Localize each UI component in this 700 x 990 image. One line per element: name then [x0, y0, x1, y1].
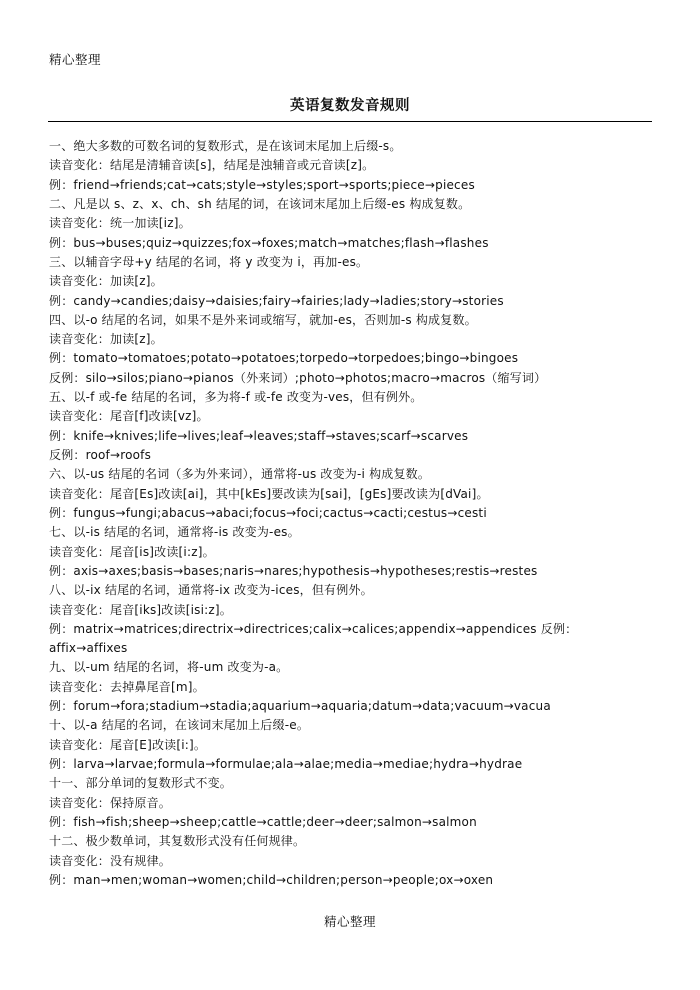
- text-line: 读音变化：加读[z]。: [49, 274, 163, 289]
- text-line: 五、以-f 或-fe 结尾的名词，多为将-f 或-fe 改变为-ves，但有例外。: [49, 390, 423, 405]
- text-line: 读音变化：结尾是清辅音读[s]，结尾是浊辅音或元音读[z]。: [49, 158, 375, 173]
- text-line: 读音变化：尾音[iks]改读[isi:z]。: [49, 602, 232, 617]
- text-line: 读音变化：加读[z]。: [49, 332, 163, 347]
- text-line: 例：tomato→tomatoes;potato→potatoes;torpedo→torpedoes;bingo→bingoes: [49, 351, 519, 366]
- text-line: 读音变化：没有规律。: [49, 853, 172, 868]
- text-line: 例：bus→buses;quiz→quizzes;fox→foxes;match→matches;flash→flashes: [49, 235, 489, 250]
- text-line: affix→affixes: [49, 641, 128, 656]
- text-line: 七、以-is 结尾的名词，通常将-is 改变为-es。: [49, 525, 300, 540]
- text-line: 例：knife→knives;life→lives;leaf→leaves;staff→staves;scarf→scarves: [49, 428, 469, 443]
- text-line: 读音变化：统一加读[iz]。: [49, 216, 191, 231]
- text-line: 例：man→men;woman→women;child→children;person→people;ox→oxen: [49, 872, 494, 887]
- text-line: 四、以-o 结尾的名词，如果不是外来词或缩写，就加-es，否则加-s 构成复数。: [49, 312, 477, 327]
- text-line: 例：axis→axes;basis→bases;naris→nares;hypothesis→hypotheses;restis→restes: [49, 563, 538, 578]
- text-line: 例：candy→candies;daisy→daisies;fairy→fairies;lady→ladies;story→stories: [49, 293, 504, 308]
- text-line: 六、以-us 结尾的名词（多为外来词），通常将-us 改变为-i 构成复数。: [49, 467, 431, 482]
- text-line: 例：matrix→matrices;directrix→directrices;calix→calices;appendix→appendices 反例：: [49, 621, 578, 636]
- text-line: 九、以-um 结尾的名词，将-um 改变为-a。: [49, 660, 289, 675]
- text-line: 读音变化：尾音[f]改读[vz]。: [49, 409, 209, 424]
- header-label: 精心整理: [49, 52, 102, 67]
- text-line: 读音变化：去掉鼻尾音[m]。: [49, 679, 205, 694]
- text-line: 例：friend→friends;cat→cats;style→styles;sport→sports;piece→pieces: [49, 177, 475, 192]
- document-body: [49, 137, 659, 890]
- text-line: 十、以-a 结尾的名词，在该词末尾加上后缀-e。: [49, 718, 310, 733]
- text-line: 反例：silo→silos;piano→pianos（外来词）;photo→photos;macro→macros（缩写词）: [49, 370, 547, 385]
- text-line: 例：fungus→fungi;abacus→abaci;focus→foci;cactus→cacti;cestus→cesti: [49, 505, 487, 520]
- page-title: 英语复数发音规则: [290, 98, 410, 114]
- footer-label: 精心整理: [323, 914, 376, 929]
- text-line: 读音变化：尾音[E]改读[i:]。: [49, 737, 207, 752]
- title-divider: [48, 121, 652, 122]
- text-line: 十二、极少数单词，其复数形式没有任何规律。: [49, 834, 306, 849]
- text-line: 读音变化：尾音[Es]改读[ai]，其中[kEs]要改读为[sai]，[gEs]要改读为[dVai]。: [49, 486, 489, 501]
- text-line: 十一、部分单词的复数形式不变。: [49, 776, 233, 791]
- text-line: 反例：roof→roofs: [49, 448, 152, 462]
- text-line: 读音变化：保持原音。: [49, 795, 172, 810]
- text-line: 三、以辅音字母+y 结尾的名词，将 y 改变为 i，再加-es。: [49, 254, 369, 269]
- text-line: 读音变化：尾音[is]改读[i:z]。: [49, 544, 215, 559]
- text-line: 二、凡是以 s、z、x、ch、sh 结尾的词，在该词末尾加上后缀-es 构成复数。: [49, 196, 471, 211]
- text-line: 例：forum→fora;stadium→stadia;aquarium→aquaria;datum→data;vacuum→vacua: [49, 699, 551, 714]
- text-line: 八、以-ix 结尾的名词，通常将-ix 改变为-ices，但有例外。: [49, 583, 373, 598]
- text-line: 例：fish→fish;sheep→sheep;cattle→cattle;deer→deer;salmon→salmon: [49, 814, 477, 829]
- text-line: 一、绝大多数的可数名词的复数形式，是在该词末尾加上后缀-s。: [49, 139, 402, 153]
- text-line: 例：larva→larvae;formula→formulae;ala→alae;media→mediae;hydra→hydrae: [49, 757, 523, 771]
